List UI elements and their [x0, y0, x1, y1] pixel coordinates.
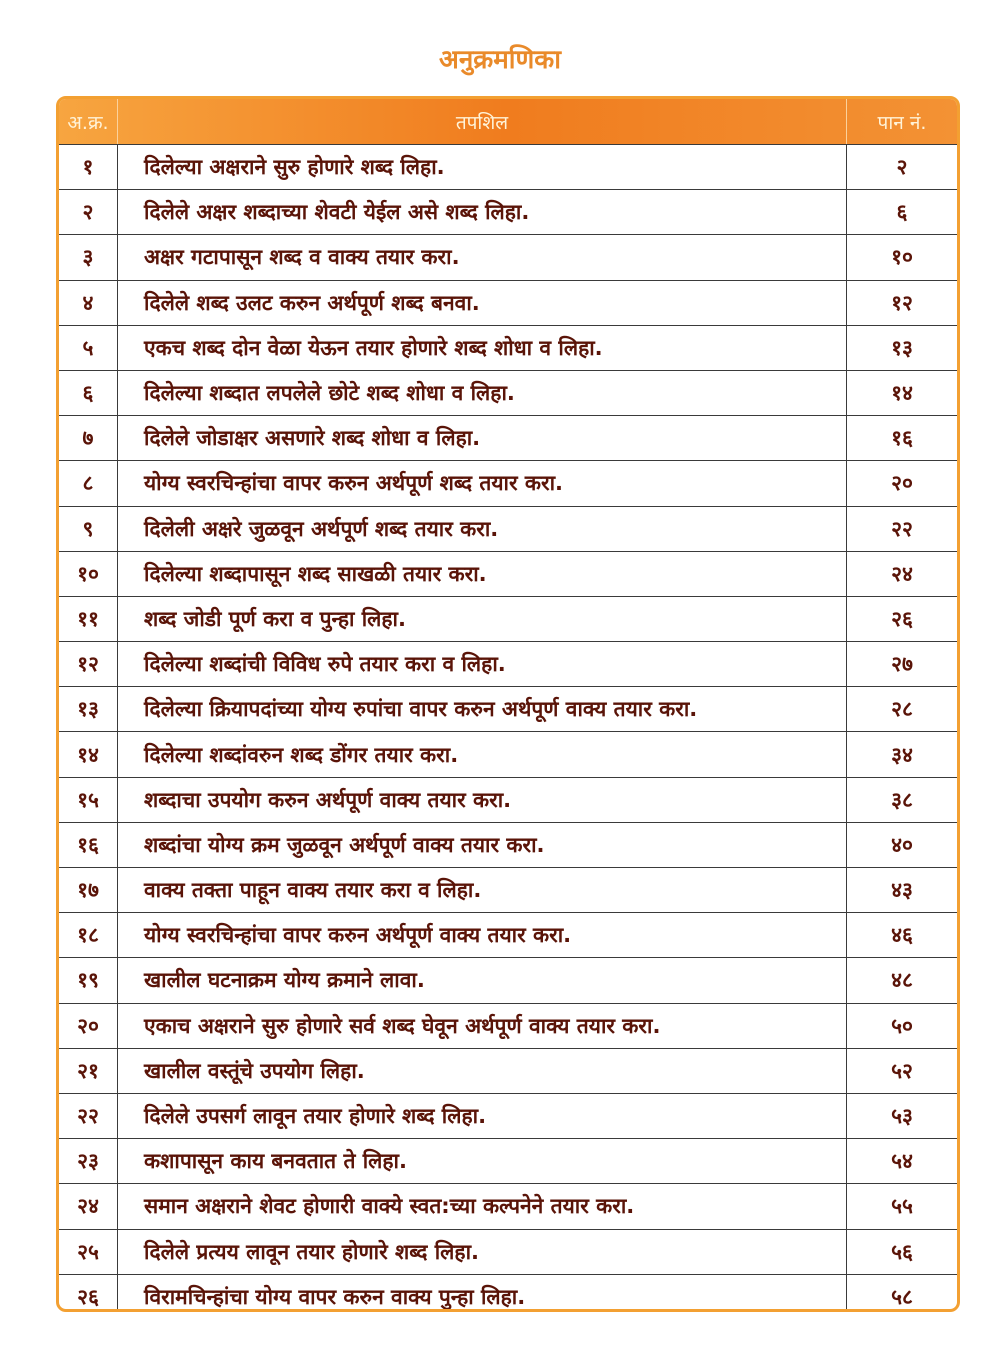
table-row — [59, 1093, 957, 1138]
row-serial-number: १५ — [59, 778, 118, 822]
table-row — [59, 234, 957, 279]
row-page-number: १६ — [846, 416, 957, 460]
table-row — [59, 189, 957, 234]
row-page-number: ४८ — [846, 958, 957, 1002]
row-serial-number: ७ — [59, 416, 118, 460]
row-description: दिलेले जोडाक्षर असणारे शब्द शोधा व लिहा. — [144, 426, 481, 451]
table-row — [59, 1274, 957, 1312]
row-serial-number: ५ — [59, 326, 118, 370]
row-page-number: २२ — [846, 507, 957, 551]
row-description: एकच शब्द दोन वेळा येऊन तयार होणारे शब्द शोधा व लिहा. — [144, 335, 603, 360]
table-row — [59, 370, 957, 415]
row-description: योग्य स्वरचिन्हांचा वापर करुन अर्थपूर्ण शब्द तयार करा. — [144, 471, 564, 496]
table-row — [59, 957, 957, 1002]
contents-table — [56, 96, 960, 1312]
table-row — [59, 551, 957, 596]
row-page-number: ५६ — [846, 1230, 957, 1274]
row-description: दिलेल्या शब्दांची विविध रुपे तयार करा व लिहा. — [144, 652, 506, 677]
row-description: दिलेल्या क्रियापदांच्या योग्य रुपांचा वापर करुन अर्थपूर्ण वाक्य तयार करा. — [144, 697, 698, 722]
table-row — [59, 460, 957, 505]
row-page-number: २७ — [846, 642, 957, 686]
row-serial-number: ४ — [59, 281, 118, 325]
row-page-number: ४३ — [846, 868, 957, 912]
row-serial-number: १० — [59, 552, 118, 596]
row-serial-number: १ — [59, 145, 118, 189]
table-row — [59, 325, 957, 370]
row-description: शब्दाचा उपयोग करुन अर्थपूर्ण वाक्य तयार करा. — [144, 787, 512, 812]
row-description: विरामचिन्हांचा योग्य वापर करुन वाक्य पुन्हा लिहा. — [144, 1284, 526, 1309]
row-description: दिलेले प्रत्यय लावून तयार होणारे शब्द लिहा. — [144, 1239, 479, 1264]
table-row — [59, 641, 957, 686]
row-description: दिलेल्या शब्दापासून शब्द साखळी तयार करा. — [144, 561, 487, 586]
row-description: एकाच अक्षराने सुरु होणारे सर्व शब्द घेवून अर्थपूर्ण वाक्य तयार करा. — [144, 1013, 661, 1038]
row-serial-number: ९ — [59, 507, 118, 551]
row-page-number: २ — [846, 145, 957, 189]
row-serial-number: १९ — [59, 958, 118, 1002]
table-row — [59, 686, 957, 731]
row-page-number: ५८ — [846, 1275, 957, 1312]
table-body — [59, 144, 957, 1312]
header-page-number: पान नं. — [846, 99, 957, 144]
row-serial-number: ३ — [59, 235, 118, 279]
row-description: दिलेली अक्षरे जुळवून अर्थपूर्ण शब्द तयार करा. — [144, 516, 499, 541]
table-row — [59, 1003, 957, 1048]
row-description: दिलेल्या शब्दात लपलेले छोटे शब्द शोधा व लिहा. — [144, 381, 515, 406]
table-row — [59, 1048, 957, 1093]
row-description: खालील घटनाक्रम योग्य क्रमाने लावा. — [144, 968, 425, 993]
row-serial-number: २३ — [59, 1139, 118, 1183]
row-serial-number: १८ — [59, 913, 118, 957]
row-serial-number: १४ — [59, 732, 118, 776]
row-description: दिलेले उपसर्ग लावून तयार होणारे शब्द लिहा. — [144, 1104, 487, 1129]
row-serial-number: २५ — [59, 1230, 118, 1274]
table-row — [59, 1183, 957, 1228]
table-row — [59, 506, 957, 551]
row-page-number: ३८ — [846, 778, 957, 822]
row-page-number: १२ — [846, 281, 957, 325]
row-page-number: ५३ — [846, 1094, 957, 1138]
page-title: अनुक्रमणिका — [438, 45, 562, 75]
row-page-number: ३४ — [846, 732, 957, 776]
row-description: शब्द जोडी पूर्ण करा व पुन्हा लिहा. — [144, 606, 406, 631]
row-serial-number: २२ — [59, 1094, 118, 1138]
row-page-number: ५५ — [846, 1184, 957, 1228]
row-page-number: १४ — [846, 371, 957, 415]
header-serial-number: अ.क्र. — [59, 99, 118, 144]
table-row — [59, 280, 957, 325]
table-row — [59, 144, 957, 189]
row-description: शब्दांचा योग्य क्रम जुळवून अर्थपूर्ण वाक्य तयार करा. — [144, 832, 545, 857]
row-serial-number: ६ — [59, 371, 118, 415]
table-row — [59, 1138, 957, 1183]
row-description: खालील वस्तूंचे उपयोग लिहा. — [144, 1058, 365, 1083]
table-header — [59, 99, 957, 144]
row-page-number: २६ — [846, 597, 957, 641]
row-page-number: ५४ — [846, 1139, 957, 1183]
row-page-number: १० — [846, 235, 957, 279]
row-description: वाक्य तक्ता पाहून वाक्य तयार करा व लिहा. — [144, 878, 482, 903]
row-page-number: २० — [846, 461, 957, 505]
row-serial-number: २६ — [59, 1275, 118, 1312]
row-description: दिलेल्या शब्दांवरुन शब्द डोंगर तयार करा. — [144, 742, 459, 767]
row-serial-number: २१ — [59, 1049, 118, 1093]
row-page-number: ४० — [846, 823, 957, 867]
table-row — [59, 596, 957, 641]
row-serial-number: ११ — [59, 597, 118, 641]
row-serial-number: १२ — [59, 642, 118, 686]
row-page-number: २४ — [846, 552, 957, 596]
row-serial-number: १३ — [59, 687, 118, 731]
row-description: दिलेले अक्षर शब्दाच्या शेवटी येईल असे शब्द लिहा. — [144, 200, 530, 225]
table-row — [59, 415, 957, 460]
table-row — [59, 822, 957, 867]
table-row — [59, 1229, 957, 1274]
row-page-number: २८ — [846, 687, 957, 731]
header-description: तपशिल — [455, 111, 509, 134]
row-serial-number: २ — [59, 190, 118, 234]
row-description: अक्षर गटापासून शब्द व वाक्य तयार करा. — [144, 245, 460, 270]
row-serial-number: ८ — [59, 461, 118, 505]
row-page-number: ५० — [846, 1004, 957, 1048]
row-serial-number: २४ — [59, 1184, 118, 1228]
table-row — [59, 912, 957, 957]
row-description: दिलेले शब्द उलट करुन अर्थपूर्ण शब्द बनवा. — [144, 290, 480, 315]
row-page-number: ५२ — [846, 1049, 957, 1093]
row-serial-number: १६ — [59, 823, 118, 867]
row-description: कशापासून काय बनवतात ते लिहा. — [144, 1149, 407, 1174]
table-row — [59, 867, 957, 912]
row-page-number: ४६ — [846, 913, 957, 957]
table-row — [59, 731, 957, 776]
row-serial-number: २० — [59, 1004, 118, 1048]
row-page-number: १३ — [846, 326, 957, 370]
row-description: समान अक्षराने शेवट होणारी वाक्ये स्वत:च्या कल्पनेने तयार करा. — [144, 1194, 635, 1219]
row-description: योग्य स्वरचिन्हांचा वापर करुन अर्थपूर्ण वाक्य तयार करा. — [144, 923, 572, 948]
row-page-number: ६ — [846, 190, 957, 234]
row-serial-number: १७ — [59, 868, 118, 912]
table-row — [59, 777, 957, 822]
row-description: दिलेल्या अक्षराने सुरु होणारे शब्द लिहा. — [144, 155, 445, 180]
